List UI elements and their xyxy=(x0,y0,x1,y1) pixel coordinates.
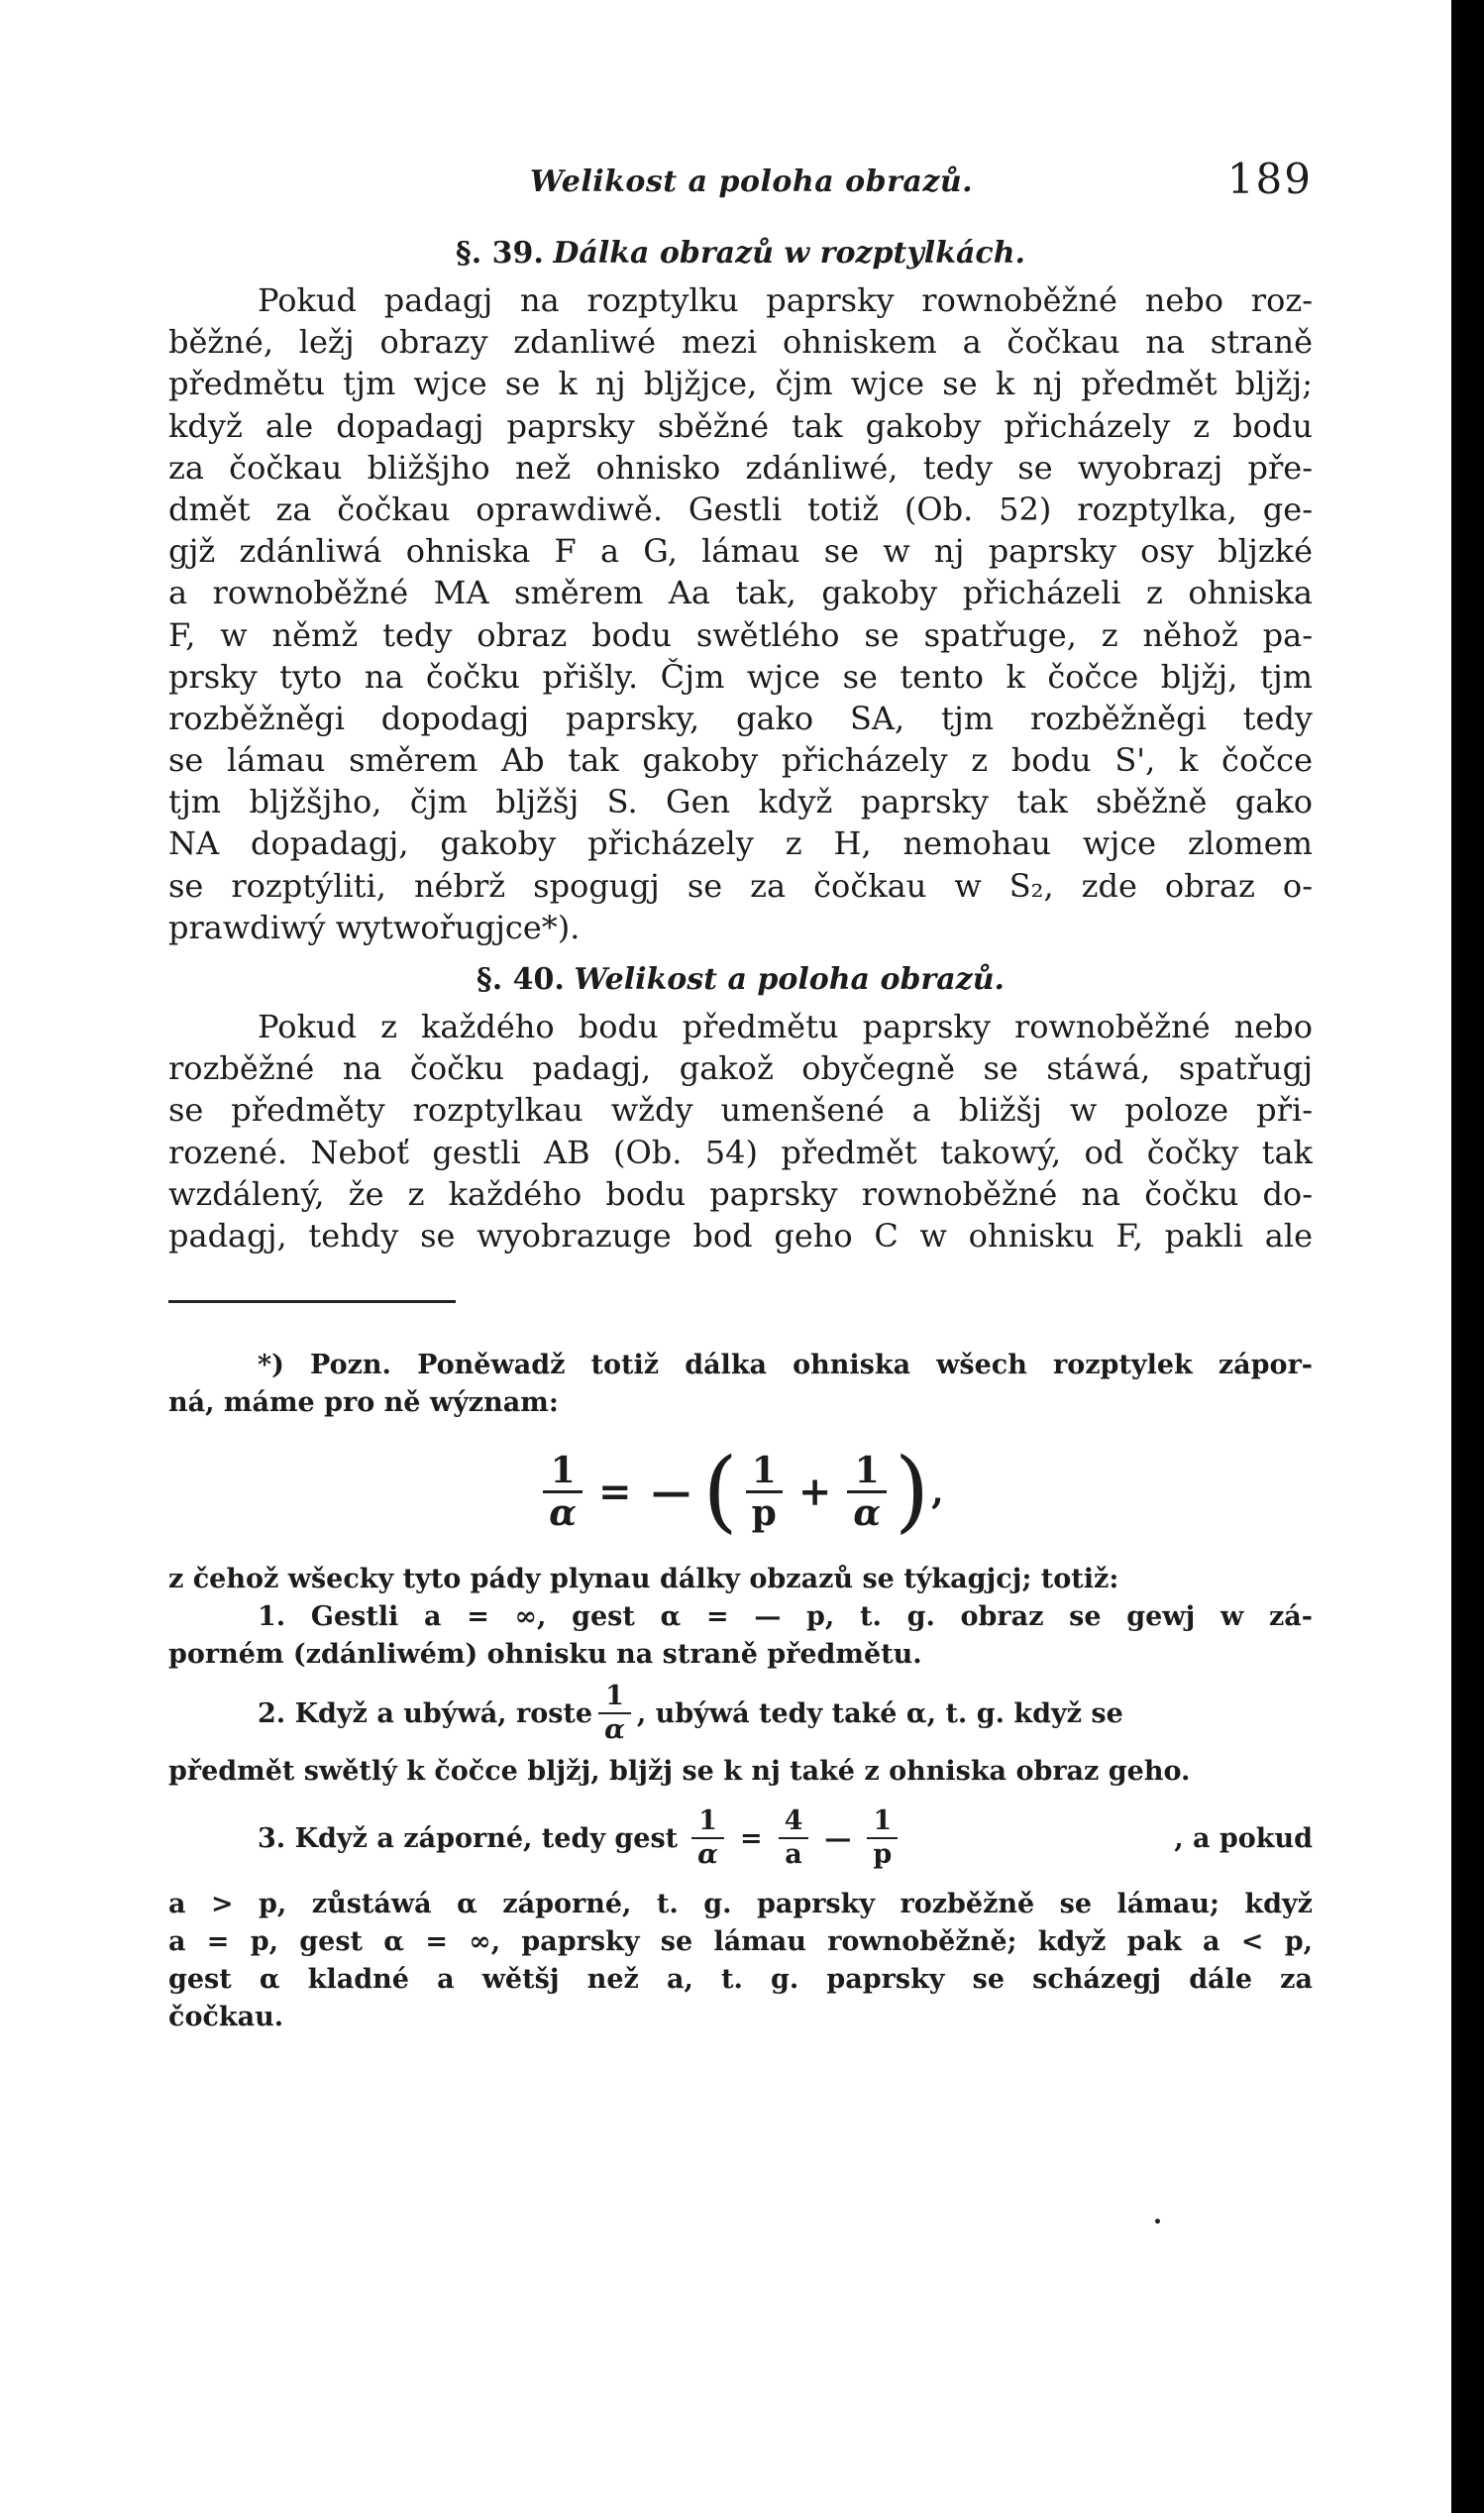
footnote-line: a > p, zůstáwá α záporné, t. g. paprsky rozběžně se lámau; když xyxy=(168,1889,1313,1920)
footnote-line: 1. Gestli a = ∞, gest α = — p, t. g. obraz se gewj w zá- xyxy=(258,1601,1313,1633)
section-39-body xyxy=(168,279,1313,948)
footnote-line: ná, máme pro ně wýznam: xyxy=(168,1387,559,1419)
footnote-rule xyxy=(168,1300,456,1303)
formula-fraction-lhs: $\frac{1}{\alpha}$ xyxy=(543,1451,583,1533)
footnote-line: *) Pozn. Poněwadž totiž dálka ohniska wšech rozptylek zápor- xyxy=(258,1350,1313,1381)
footnote-item-3: 3. Když a záporné, tedy gest $\frac{1}{\alpha}$ = $\frac{4}{a}$ — $\frac{1}{p}$ , a pokud xyxy=(258,1805,1313,1871)
footnote-line: z čehož wšecky tyto pády plynau dálky obzazů se týkagjcj; totiž: xyxy=(168,1564,1119,1595)
formula-fraction-alpha: $\frac{1}{\alpha}$ xyxy=(847,1451,887,1533)
text-line: předmětu tjm wjce se k nj bljžjce, čjm wjce se k nj předmět bljžj; xyxy=(168,365,1313,403)
running-head-title: Welikost a poloha obrazů. xyxy=(530,164,974,199)
running-head xyxy=(168,149,1313,228)
footnote-line: čočkau. xyxy=(168,2002,284,2033)
text-line: padagj, tehdy se wyobrazuge bod geho C w ohnisku F, pakli ale xyxy=(168,1216,1313,1255)
text-line: za čočkau bližšjho než ohnisko zdánliwé, tedy se wyobrazj pře- xyxy=(168,448,1313,487)
text-line: Pokud padagj na rozptylku paprsky rownoběžné nebo roz- xyxy=(258,281,1313,319)
footnote xyxy=(168,1347,1313,2036)
formula-comma: , xyxy=(931,1471,944,1513)
section-39-heading xyxy=(168,228,1313,279)
item3-fraction-alpha: $\frac{1}{\alpha}$ xyxy=(691,1805,724,1871)
footnote-line: a = p, gest α = ∞, paprsky se lámau rownoběžně; když pak a < p, xyxy=(168,1926,1313,1958)
scan-edge xyxy=(1451,0,1484,2513)
text-line: NA dopadagj, gakoby přicházely z H, nemohau wjce zlomem xyxy=(168,824,1313,863)
text-line: a rownoběžné MA směrem Aa tak, gakoby přicházeli z ohniska xyxy=(168,574,1313,612)
text-line: když ale dopadagj paprsky sběžné tak gakoby přicházely z bodu xyxy=(168,406,1313,445)
text-line: tjm blјžšjho, čjm blјžšj S. Gen když paprsky tak sběžně gako xyxy=(168,783,1313,821)
formula-plus: + xyxy=(797,1468,832,1515)
text-line: dmět za čočkau oprawdiwě. Gestli totiž (Ob. 52) rozptylka, ge- xyxy=(168,490,1313,528)
footnote-line: předmět swětlý k čočce blјžj, blјžj se k nj také z ohniska obraz geho. xyxy=(168,1756,1191,1788)
item3-fraction-p: $\frac{1}{p}$ xyxy=(867,1805,898,1871)
text-line: gjž zdánliwá ohniska F a G, lámau se w nj paprsky osy blјzké xyxy=(168,532,1313,571)
section-40-body xyxy=(168,1006,1313,1256)
item2-fraction: $\frac{1}{\alpha}$ xyxy=(598,1681,631,1746)
text-line: rozené. Neboť gestli AB (Ob. 54) předmět takowý, od čočky tak xyxy=(168,1133,1313,1171)
text-line: Pokud z každého bodu předmětu paprsky rownoběžné nebo xyxy=(258,1008,1313,1045)
page-number: 189 xyxy=(1226,155,1313,203)
text-line: wzdálený, že z každého bodu paprsky rownoběžné na čočku do- xyxy=(168,1174,1313,1213)
lens-formula xyxy=(168,1422,1313,1561)
text-line: se předměty rozptylkau wždy umenšené a bližšj w poloze při- xyxy=(168,1091,1313,1130)
stray-mark xyxy=(1155,2219,1160,2224)
text-line: prawdiwý wytwořugjce*). xyxy=(168,908,581,946)
item3-fraction-a: $\frac{4}{a}$ xyxy=(779,1805,809,1871)
page-content xyxy=(168,149,1313,2036)
footnote-line: porném (zdánliwém) ohnisku na straně předmětu. xyxy=(168,1639,922,1671)
formula-equals: = xyxy=(598,1468,632,1515)
text-line: se lámau směrem Ab tak gakoby přicházely z bodu S', k čočce xyxy=(168,741,1313,780)
right-paren: ) xyxy=(895,1439,930,1544)
section-39-number: §. 39. xyxy=(456,236,544,271)
footnote-line: gest α kladné a wětšj než a, t. g. paprsky se scházegj dále za xyxy=(168,1964,1313,1996)
section-40-number: §. 40. xyxy=(477,962,565,997)
section-39-title: Dálka obrazů w rozptylkách. xyxy=(553,236,1025,271)
left-paren: ( xyxy=(702,1439,738,1544)
text-line: rozběžněgi dopodagj paprsky, gako SA, tjm rozběžněgi tedy xyxy=(168,699,1313,737)
text-line: rozběžné na čočku padagj, gakož obyčegně se stáwá, spatřugj xyxy=(168,1049,1313,1088)
formula-fraction-p: $\frac{1}{p}$ xyxy=(746,1451,783,1533)
text-line: se rozptýliti, nébrž spogugj se za čočkau w S₂, zde obraz o- xyxy=(168,866,1313,905)
formula-minus: — xyxy=(651,1468,691,1515)
text-line: prsky tyto na čočku přišly. Čjm wjce se tento k čočce blјžj, tjm xyxy=(168,657,1313,696)
text-line: F, w němž tedy obraz bodu swětlého se spatřuge, z něhož pa- xyxy=(168,615,1313,654)
section-40-heading xyxy=(168,954,1313,1006)
section-40-title: Welikost a poloha obrazů. xyxy=(574,962,1005,997)
footnote-item-2: 2. Když a ubýwá, roste $\frac{1}{\alpha}$ , ubýwá tedy také α, t. g. když se xyxy=(258,1681,1123,1746)
text-line: běžné, ležj obrazy zdanliwé mezi ohniskem a čočkau na straně xyxy=(168,323,1313,362)
